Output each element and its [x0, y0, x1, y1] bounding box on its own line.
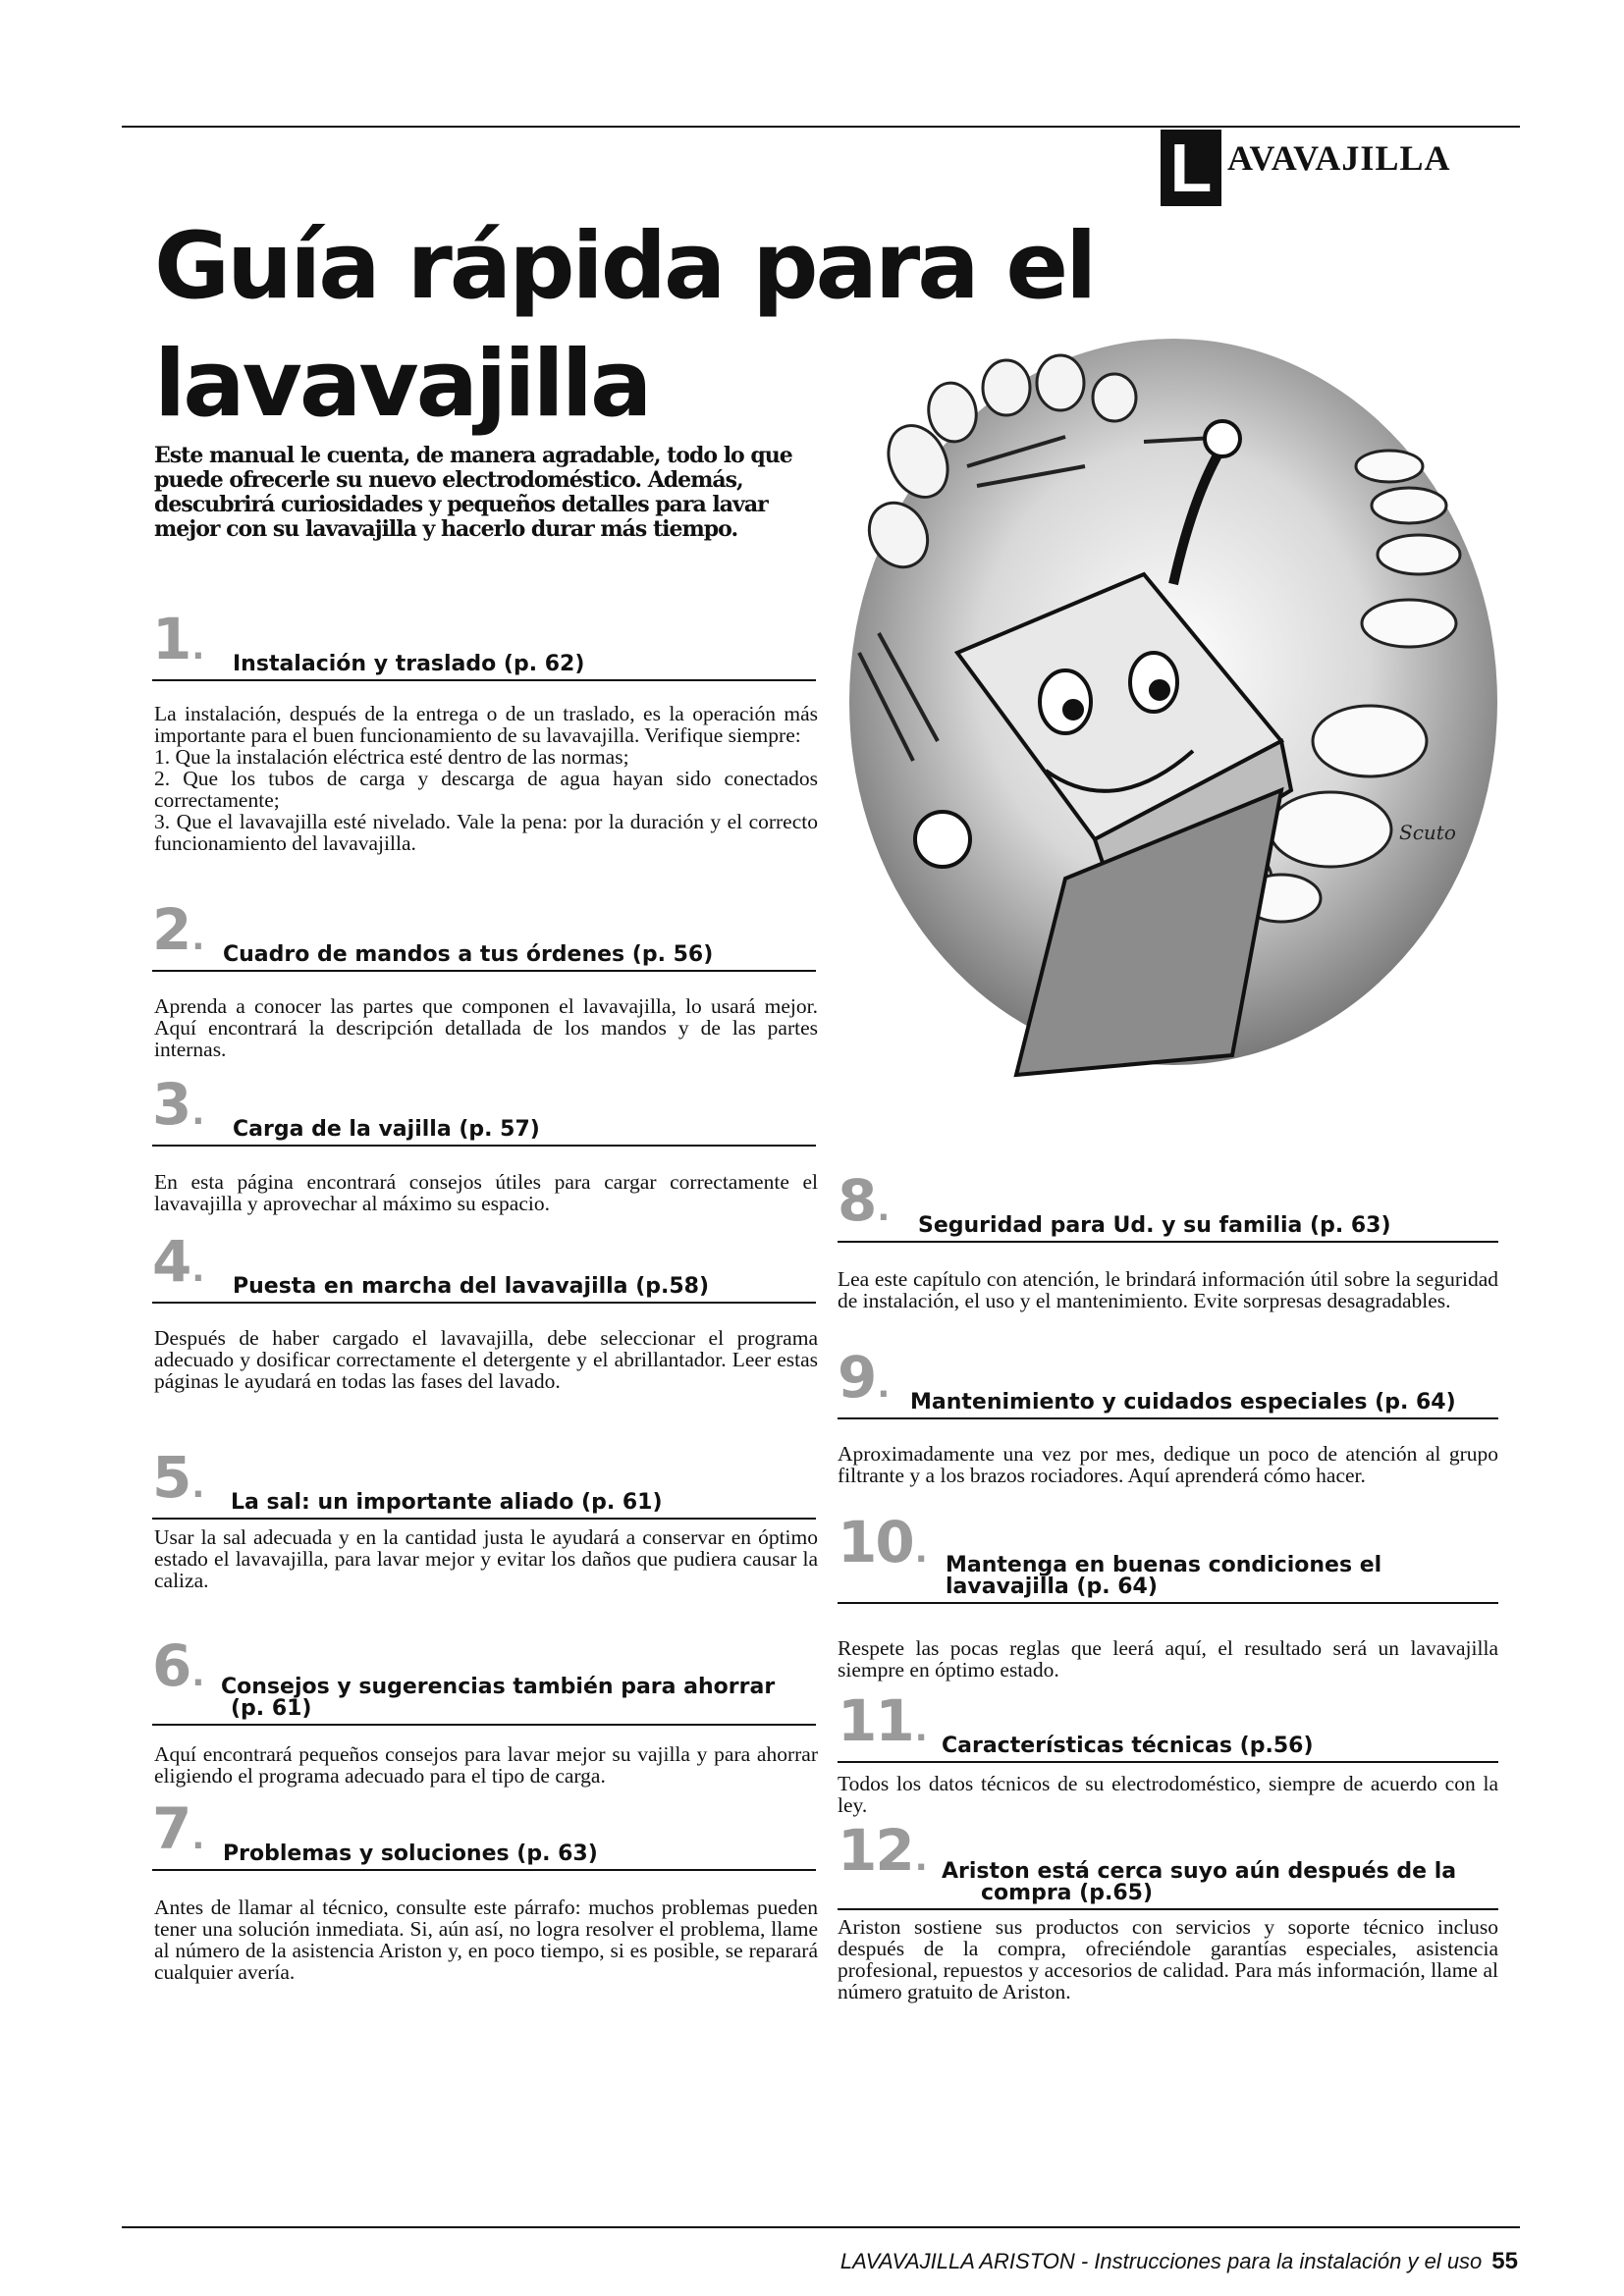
section-9-body: Aproximadamente una vez por mes, dedique un poco de atención al grupo filtrante y a los brazos rociadores. Aquí aprenderá cómo hacer.	[838, 1442, 1498, 1487]
section-1-item-3: 3. Que el lavavajilla esté nivelado. Vale la pena: por la duración y el correcto funcionamiento del lavavajilla.	[154, 810, 818, 855]
section-11-body: Todos los datos técnicos de su electrodoméstico, siempre de acuerdo con la ley.	[838, 1772, 1498, 1817]
section-3-body: En esta página encontrará consejos útiles para cargar correctamente el lavavajilla y aprovechar al máximo su espacio.	[154, 1170, 818, 1215]
section-1-item-2: 2. Que los tubos de carga y descarga de agua hayan sido conectados correctamente;	[154, 767, 818, 812]
footer-text: LAVAVAJILLA ARISTON - Instrucciones para la instalación y el uso	[839, 2249, 1483, 2273]
section-4-body: Después de haber cargado el lavavajilla, debe seleccionar el programa adecuado y dosificar correctamente el detergente y el abrillantador. Leer estas páginas le ayudará en todas las fases del lavado.	[154, 1326, 818, 1393]
section-2-body: Aprenda a conocer las partes que componen el lavavajilla, lo usará mejor. Aquí encontrará la descripción detallada de los mandos y de las partes internas.	[154, 994, 818, 1061]
section-11-title: Características técnicas (p.56)	[942, 1734, 1314, 1758]
page-title-line1: Guía rápida para el	[154, 213, 1095, 320]
page-number: 55	[1491, 2248, 1518, 2274]
section-12-heading	[838, 1817, 1498, 1910]
page-footer	[785, 2248, 1518, 2275]
section-1-item-1: 1. Que la instalación eléctrica esté dentro de las normas;	[154, 745, 629, 769]
section-1-body	[154, 703, 818, 854]
section-1-heading	[152, 606, 816, 681]
section-10-body: Respete las pocas reglas que leerá aquí, el resultado será un lavavajilla siempre en óptimo estado.	[838, 1636, 1498, 1682]
section-8-number: 8.	[838, 1167, 889, 1234]
brand-letter: L	[1161, 130, 1221, 206]
section-2-title: Cuadro de mandos a tus órdenes (p. 56)	[223, 942, 714, 967]
section-4-number: 4.	[152, 1228, 203, 1295]
brand-word: AVAVAJILLA	[1227, 138, 1451, 178]
section-11-number: 11.	[838, 1687, 926, 1754]
section-8-body: Lea este capítulo con atención, le brindará información útil sobre la seguridad de instalación, el uso y el mantenimiento. Evite sorpresas desagradables.	[838, 1267, 1498, 1312]
bottom-rule	[122, 2226, 1520, 2228]
section-3-title: Carga de la vajilla (p. 57)	[233, 1117, 540, 1142]
section-2-number: 2.	[152, 896, 203, 963]
illustrator-signature: Scuto	[1399, 821, 1456, 844]
section-7-heading	[152, 1795, 816, 1871]
section-4-heading	[152, 1228, 816, 1304]
section-6-title: Consejos y sugerencias también para ahorrar (p. 61)	[221, 1675, 776, 1721]
section-5-heading	[152, 1444, 816, 1520]
section-7-title: Problemas y soluciones (p. 63)	[223, 1842, 598, 1866]
section-11-heading	[838, 1687, 1498, 1763]
section-8-title: Seguridad para Ud. y su familia (p. 63)	[918, 1213, 1391, 1238]
section-10-number: 10.	[838, 1509, 926, 1575]
section-12-number: 12.	[838, 1817, 926, 1884]
section-10-heading	[838, 1509, 1498, 1604]
section-9-heading	[838, 1344, 1498, 1419]
section-1-title: Instalación y traslado (p. 62)	[233, 652, 585, 676]
section-4-title: Puesta en marcha del lavavajilla (p.58)	[233, 1274, 710, 1299]
section-brand	[1161, 130, 1450, 206]
section-5-title: La sal: un importante aliado (p. 61)	[231, 1490, 663, 1515]
section-9-number: 9.	[838, 1344, 889, 1411]
page-title-line2: lavavajilla	[154, 331, 650, 438]
section-10-title: Mantenga en buenas condiciones el lavavajilla (p. 64)	[946, 1553, 1382, 1599]
section-2-heading	[152, 896, 816, 972]
section-5-number: 5.	[152, 1444, 203, 1511]
section-6-body: Aquí encontrará pequeños consejos para lavar mejor su vajilla y para ahorrar eligiendo el programa adecuado para el tipo de carga.	[154, 1742, 818, 1788]
section-3-number: 3.	[152, 1071, 203, 1138]
intro-paragraph: Este manual le cuenta, de manera agradable, todo lo que puede ofrecerle su nuevo electrodoméstico. Además, descubrirá curiosidades y pequeños detalles para lavar mejor con su lavavajilla y hacerlo durar más tiempo.	[154, 443, 792, 542]
dishwasher-cartoon-illustration	[820, 329, 1507, 1114]
section-1-number: 1.	[152, 606, 203, 672]
section-8-heading	[838, 1167, 1498, 1243]
section-12-body: Ariston sostiene sus productos con servicios y soporte técnico incluso después de la compra, ofreciéndole garantías especiales, asistencia profesional, repuestos y accesorios de calidad. Para más información, llame al número gratuito de Ariston.	[838, 1915, 1498, 2003]
section-6-number: 6.	[152, 1632, 203, 1699]
section-12-title: Ariston está cerca suyo aún después de la compra (p.65)	[942, 1859, 1457, 1905]
section-7-number: 7.	[152, 1795, 203, 1862]
section-1-intro: La instalación, después de la entrega o de un traslado, es la operación más importante para el buen funcionamiento de su lavavajilla. Verifique siempre:	[154, 702, 818, 747]
section-5-body: Usar la sal adecuada y en la cantidad justa le ayudará a conservar en óptimo estado el lavavajilla, para lavar mejor y evitar los daños que pudiera causar la caliza.	[154, 1525, 818, 1592]
top-rule	[122, 126, 1520, 128]
section-9-title: Mantenimiento y cuidados especiales (p. 64)	[910, 1390, 1456, 1415]
section-6-heading	[152, 1632, 816, 1726]
section-3-heading	[152, 1071, 816, 1147]
section-7-body: Antes de llamar al técnico, consulte este párrafo: muchos problemas pueden tener una solución inmediata. Si, aún así, no logra resolver el problema, llame al número de la asistencia Ariston y, en poco tiempo, si es posible, se reparará cualquier avería.	[154, 1896, 818, 1984]
